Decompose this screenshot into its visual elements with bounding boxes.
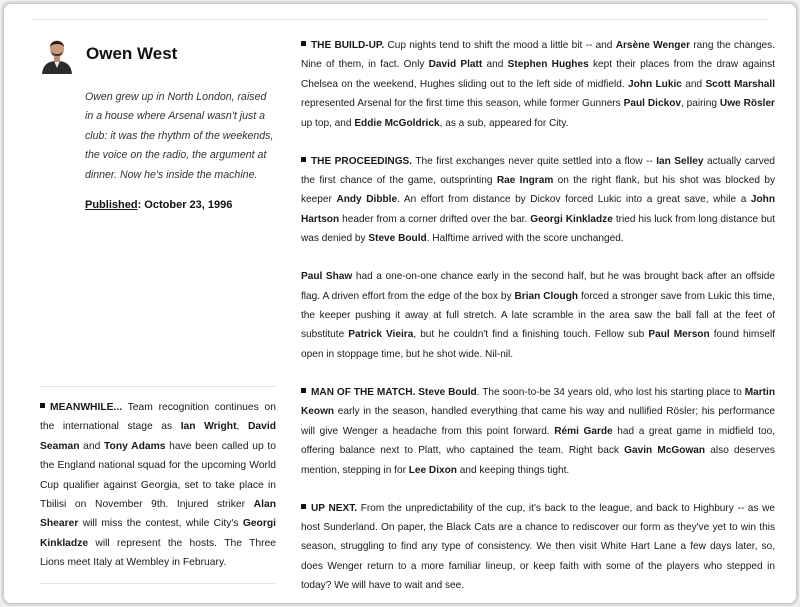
- meanwhile-heading: MEANWHILE...: [50, 402, 123, 413]
- text-run: and: [681, 78, 706, 90]
- text-run: found himself open in stoppage time, but he shot wide. Nil-nil.: [301, 329, 775, 360]
- bullet-square-icon: [301, 388, 306, 393]
- player-name: Brian Clough: [514, 290, 579, 302]
- player-name: Uwe Rösler: [719, 98, 775, 110]
- section-heading: THE PROCEEDINGS.: [311, 155, 413, 167]
- meanwhile-body: [40, 402, 276, 568]
- player-name: Georgi Kinkladze: [530, 213, 613, 225]
- text-run: actually carved the first chance of the game, outsprinting: [301, 155, 775, 187]
- section-heading: THE BUILD-UP.: [311, 40, 385, 51]
- text-run: represented Arsenal for the first time this season, while former Gunners: [301, 98, 624, 110]
- section-heading: UP NEXT.: [311, 502, 358, 514]
- section-text: [301, 40, 775, 129]
- player-name: Andy Dibble: [336, 194, 398, 206]
- section-text: [301, 503, 775, 592]
- player-name: Alan Shearer: [40, 499, 276, 530]
- bullet-square-icon: [301, 157, 306, 162]
- text-run: tried his luck from long distance but was denied by: [301, 213, 776, 245]
- article-card: [3, 3, 797, 604]
- text-run: and: [79, 440, 105, 452]
- section-up-next: [301, 499, 775, 596]
- player-name: Patrick Vieira: [348, 329, 414, 341]
- author-name[interactable]: Owen West: [86, 44, 178, 63]
- player-name: Stephen Hughes: [507, 59, 589, 71]
- player-name: Steve Bould: [418, 386, 477, 398]
- player-name: Martin Keown: [301, 386, 775, 418]
- text-run: up top, and: [301, 117, 355, 129]
- author-bio: Owen grew up in North London, raised in a house where Arsenal wasn't just a club: it was the rhythm of the weekends, the voice on the radio, the argument at dinner. Now he's inside the machine.: [85, 91, 274, 181]
- text-run: rang the changes. Nine of them, in fact. Only: [301, 40, 775, 71]
- top-divider: [32, 19, 768, 20]
- published-label: Published: [85, 199, 138, 212]
- player-name: Scott Marshall: [705, 78, 775, 90]
- published-value: October 23, 1996: [144, 199, 233, 212]
- text-run: , as a sub, appeared for City.: [439, 117, 569, 129]
- player-name: John Lukic: [628, 78, 682, 90]
- player-name: Steve Bould: [368, 233, 427, 245]
- player-name: David Platt: [428, 59, 483, 71]
- section-text: [301, 271, 775, 360]
- player-name: Paul Shaw: [301, 271, 353, 283]
- text-run: forced a stronger save from Lukic this time, the keeper pushing it away at full stretch. A late scramble in the area saw the ball fall at the feet of substitute: [301, 290, 775, 341]
- author-header: [40, 34, 276, 74]
- text-run: The first exchanges never quite settled into a flow --: [412, 155, 657, 167]
- bullet-square-icon: [301, 41, 306, 46]
- player-name: Paul Dickov: [623, 98, 681, 110]
- text-run: . The soon-to-be 34 years old, who lost his starting place to: [476, 386, 745, 398]
- section-man-of-the-match: [301, 383, 775, 480]
- text-run: will miss the contest, while City's: [78, 518, 243, 530]
- player-name: Ian Wright: [180, 421, 237, 433]
- player-name: Georgi Kinkladze: [40, 518, 276, 549]
- text-run: and keeping things tight.: [456, 464, 570, 476]
- published-date: Published: October 23, 1996: [85, 199, 233, 212]
- player-name: John Hartson: [301, 194, 775, 225]
- section-build-up: [301, 36, 775, 133]
- text-run: , but he couldn't find a finishing touch. Fellow sub: [413, 329, 649, 341]
- text-run: . Halftime arrived with the score unchanged.: [426, 233, 624, 245]
- text-run: early in the season, handled everything that came his way and nullified Rösler; his performance will give Wenger a headache from this point forward.: [301, 406, 775, 437]
- player-name: Rae Ingram: [496, 175, 554, 187]
- player-name: Lee Dixon: [408, 464, 457, 476]
- player-name: Paul Merson: [648, 329, 710, 341]
- text-run: have been called up to the England national squad for the upcoming World Cup qualifier against Georgia, set to take place in Tbilisi on November 9th. Injured striker: [40, 440, 276, 511]
- text-run: and: [482, 59, 508, 71]
- author-sidebar: [40, 34, 276, 211]
- text-run: . An effort from distance by Dickov forced Lukic into a great save, while a: [397, 194, 751, 206]
- text-run: Team recognition continues on the international stage as: [40, 402, 276, 433]
- text-run: also deserves mention, stepping in for: [301, 445, 775, 476]
- player-name: Tony Adams: [104, 440, 166, 452]
- article-body: [301, 36, 775, 604]
- bullet-square-icon: [301, 504, 306, 509]
- player-name: Rémi Garde: [554, 425, 613, 437]
- text-run: on the right flank, but his shot was blocked by keeper: [301, 175, 775, 206]
- text-run: kept their places from the draw against Chelsea on the weekend, Hughes sliding out to the left side of midfield.: [301, 59, 776, 90]
- section-text: [301, 387, 775, 476]
- section-second-half: [301, 267, 775, 364]
- text-run: will represent the hosts. The Three Lions meet Italy at Wembley in February.: [40, 537, 276, 569]
- section-heading: MAN OF THE MATCH.: [311, 386, 416, 398]
- player-name: Eddie McGoldrick: [354, 117, 440, 129]
- avatar[interactable]: [40, 34, 74, 74]
- author-photo: [40, 34, 74, 74]
- player-name: Gavin McGowan: [624, 445, 706, 457]
- text-run: Cup nights tend to shift the mood a little bit -- and: [384, 40, 616, 51]
- text-run: had a one-on-one chance early in the second half, but he was brought back after an offside flag. A driven effort from the edge of the box by: [301, 271, 775, 302]
- text-run: header from a corner drifted over the bar.: [339, 213, 531, 225]
- text-run: ,: [236, 421, 248, 433]
- player-name: Arsène Wenger: [615, 40, 691, 51]
- section-proceedings: [301, 152, 775, 249]
- section-text: [301, 156, 775, 245]
- bullet-square-icon: [40, 403, 45, 408]
- player-name: David Seaman: [40, 421, 276, 452]
- text-run: had a great game in midfield too, offering balance next to Platt, who captained the team. Right back: [301, 425, 775, 457]
- text-run: , pairing: [680, 98, 720, 110]
- text-run: From the unpredictability of the cup, it's back to the league, and back to Highbury -- as we host Sunderland. On paper, the Black Cats are a chance to rediscover our form as they've yet to win this season, struggling to find any type of consistency. We then visit White Hart Lane a few days later, so, does Wenger return to a more familiar lineup, or keep faith with some of the players who stepped in today? We will have to wait and see.: [301, 502, 775, 592]
- player-name: Ian Selley: [656, 155, 704, 167]
- meanwhile-box: [40, 386, 276, 584]
